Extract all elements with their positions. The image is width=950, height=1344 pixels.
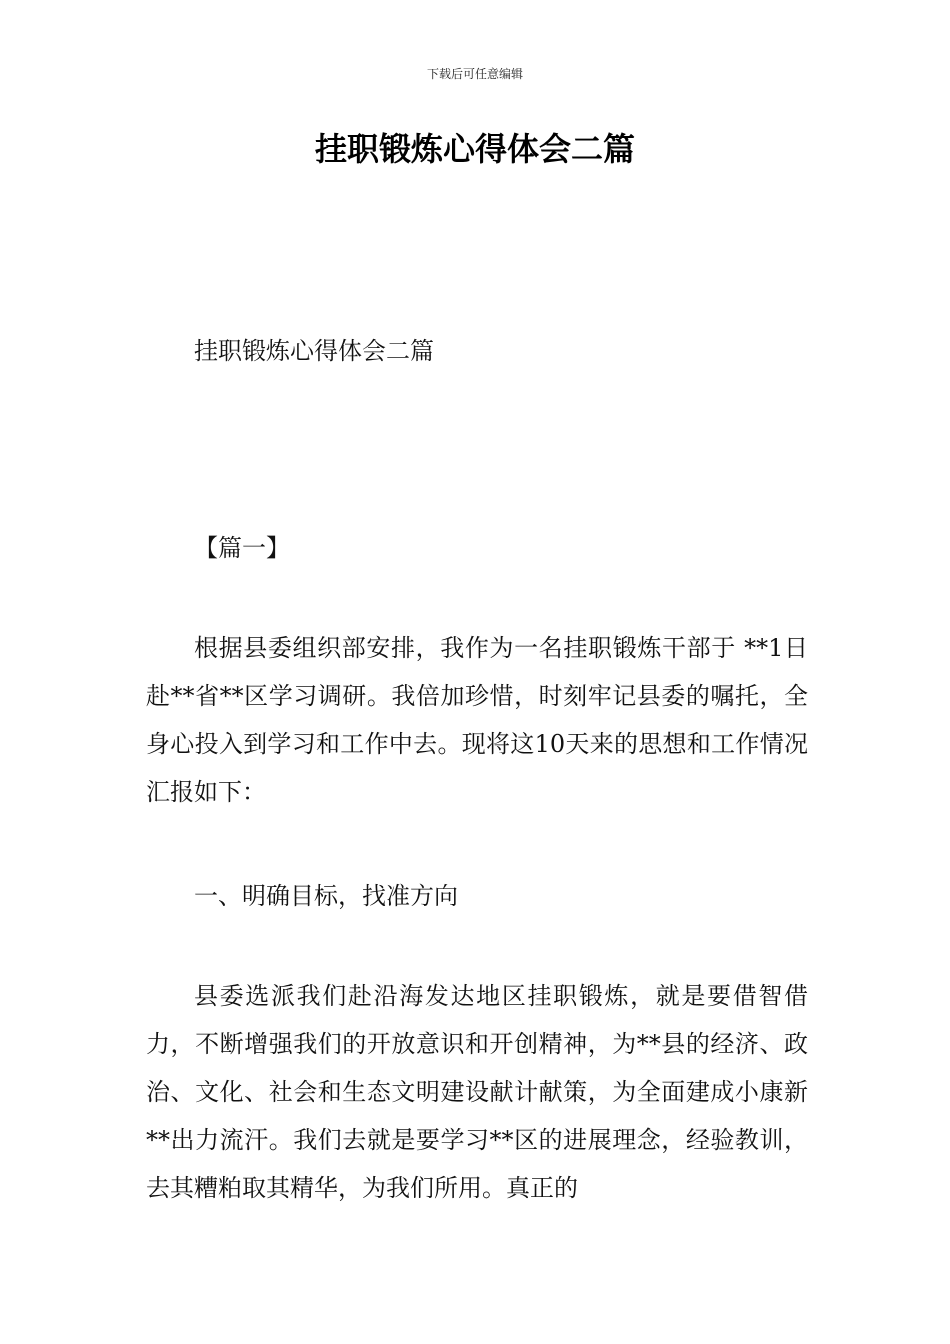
body-paragraph: 根据县委组织部安排，我作为一名挂职锻炼干部于 **1日 赴**省**区学习调研。我倍加珍惜，时刻牢记县委的嘱托，全身心投入到学习和工作中去。现将这10天来的思想和工作情况汇报如下：	[146, 634, 808, 806]
section-heading: 一、明确目标，找准方向	[194, 882, 458, 910]
subtitle: 挂职锻炼心得体会二篇	[194, 337, 434, 365]
document-title: 挂职锻炼心得体会二篇	[314, 130, 635, 168]
section-label: 【篇一】	[194, 534, 290, 562]
body-paragraph: 县委选派我们赴沿海发达地区挂职锻炼，就是要借智借力，不断增强我们的开放意识和开创精神，为**县的经济、政治、文化、社会和生态文明建设献计献策，为全面建成小康新**出力流汗。我们去就是要学习**区的进展理念，经验教训，去其糟粕取其精华，为我们所用。真正的	[146, 982, 808, 1202]
header-note: 下载后可任意编辑	[426, 67, 523, 81]
